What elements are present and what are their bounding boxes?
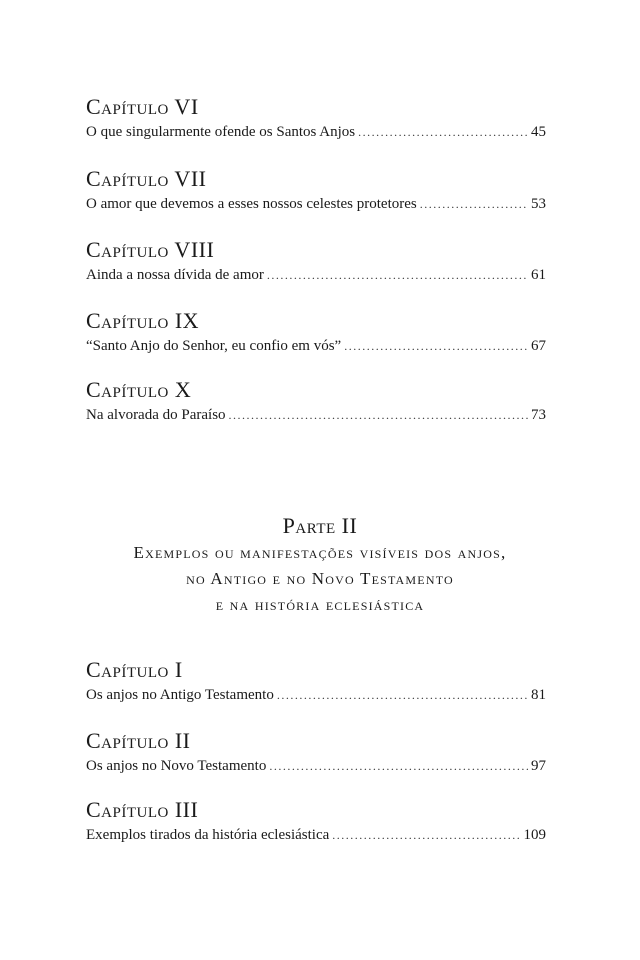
- dot-leader: [420, 194, 528, 214]
- chapter-title: Capítulo IX: [86, 308, 200, 333]
- page-number: 97: [531, 758, 546, 774]
- page-number: 109: [523, 827, 546, 843]
- chapter-title: Capítulo X: [86, 377, 192, 402]
- toc-entry: [86, 122, 546, 142]
- toc-chapter-x[interactable]: [86, 377, 546, 425]
- dot-leader: [344, 336, 528, 356]
- entry-text: Exemplos tirados da história eclesiástica: [86, 827, 330, 843]
- toc-entry: [86, 336, 546, 356]
- page-number: 61: [531, 267, 546, 283]
- chapter-title: Capítulo I: [86, 657, 183, 682]
- toc-part2-chapter-ii[interactable]: [86, 728, 546, 776]
- chapter-title: Capítulo II: [86, 728, 191, 753]
- entry-text: Os anjos no Novo Testamento: [86, 758, 267, 774]
- chapter-title: Capítulo III: [86, 797, 199, 822]
- page-number: 53: [531, 196, 546, 212]
- entry-text: Os anjos no Antigo Testamento: [86, 687, 274, 703]
- toc-chapter-ix[interactable]: [86, 308, 546, 356]
- dot-leader: [332, 825, 520, 845]
- toc-entry: [86, 405, 546, 425]
- part-subtitle-line: Exemplos ou manifestações visíveis dos anjos,: [133, 543, 507, 562]
- toc-part2-chapter-iii[interactable]: [86, 797, 546, 845]
- part-subtitle-line: e na história eclesiástica: [215, 595, 425, 614]
- toc-chapter-vi[interactable]: [86, 94, 546, 142]
- part-subtitle-line: no Antigo e no Novo Testamento: [186, 569, 454, 588]
- toc-entry: [86, 685, 546, 705]
- chapter-title: Capítulo VI: [86, 94, 199, 119]
- entry-text: Na alvorada do Paraíso: [86, 407, 226, 423]
- dot-leader: [358, 122, 528, 142]
- part-heading: [0, 512, 640, 618]
- toc-entry: [86, 194, 546, 214]
- toc-entry: [86, 265, 546, 285]
- toc-entry: [86, 756, 546, 776]
- entry-text: Ainda a nossa dívida de amor: [86, 267, 264, 283]
- dot-leader: [277, 685, 528, 705]
- toc-entry: [86, 825, 546, 845]
- entry-text: O que singularmente ofende os Santos Anjos: [86, 124, 356, 140]
- page-number: 81: [531, 687, 546, 703]
- toc-part2-chapter-i[interactable]: [86, 657, 546, 705]
- entry-text: “Santo Anjo do Senhor, eu confio em vós”: [86, 338, 342, 354]
- chapter-title: Capítulo VII: [86, 166, 207, 191]
- toc-chapter-vii[interactable]: [86, 166, 546, 214]
- toc-chapter-viii[interactable]: [86, 237, 546, 285]
- dot-leader: [269, 756, 528, 776]
- page-number: 67: [531, 338, 546, 354]
- part-title: Parte II: [282, 513, 358, 538]
- page-number: 73: [531, 407, 546, 423]
- chapter-title: Capítulo VIII: [86, 237, 215, 262]
- entry-text: O amor que devemos a esses nossos celestes protetores: [86, 196, 417, 212]
- dot-leader: [229, 405, 528, 425]
- page-number: 45: [531, 124, 546, 140]
- dot-leader: [267, 265, 528, 285]
